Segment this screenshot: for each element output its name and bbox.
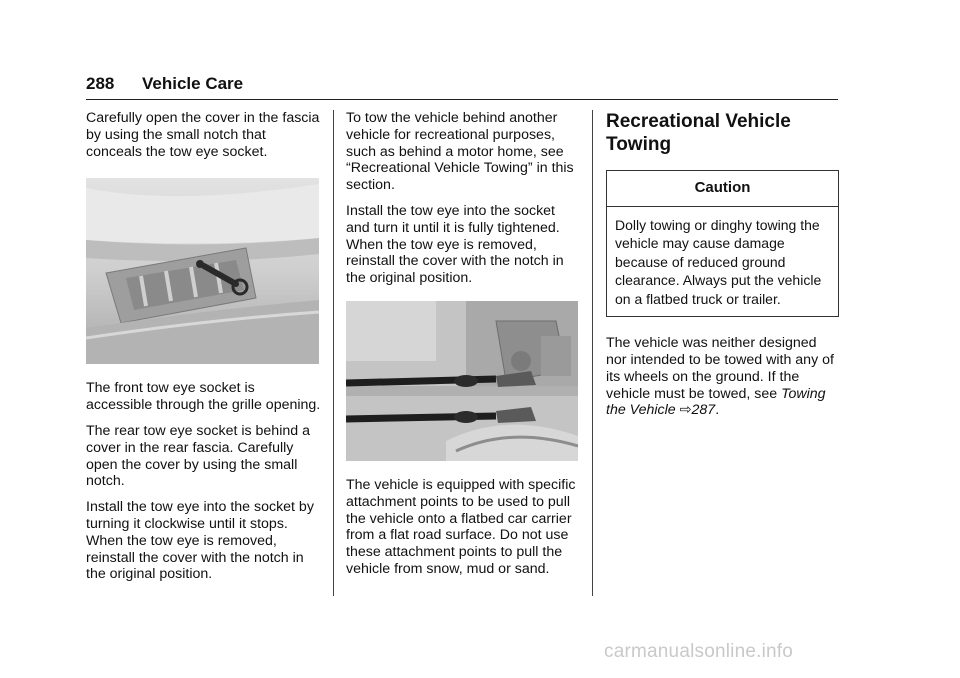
page-ref-icon: ⇨ bbox=[679, 402, 692, 419]
section-heading: Recreational Vehicle Towing bbox=[606, 111, 791, 155]
attachment-points-illustration bbox=[346, 301, 578, 461]
column-3 bbox=[606, 110, 841, 428]
paragraph: The rear tow eye socket is behind a cover in the rear fascia. Carefully open the cover by using the small notch. bbox=[86, 422, 310, 490]
watermark: carmanualsonline.info bbox=[604, 641, 794, 662]
column-divider-2 bbox=[592, 110, 593, 596]
page-header bbox=[86, 72, 838, 98]
paragraph: The vehicle is equipped with specific attachment points to be used to pull the vehicle onto a flatbed car carrier from a flat road surface. Do not use these attachment points to pull the vehicle from snow, mud or sand. bbox=[346, 476, 576, 577]
paragraph-text: The vehicle was neither designed nor intended to be towed with any of its wheels on the ground. If the vehicle must be towed, see bbox=[606, 335, 834, 402]
paragraph: Install the tow eye into the socket by turning it clockwise until it stops. When the tow eye is removed, reinstall the cover with the notch in the original position. bbox=[86, 499, 314, 583]
section-title: Vehicle Care bbox=[142, 74, 244, 93]
sentence-end: . bbox=[715, 402, 720, 419]
paragraph: Install the tow eye into the socket and turn it until it is fully tightened. When the tow eye is removed, reinstall the cover with the notch in the original position. bbox=[346, 202, 564, 287]
caution-title: Caution bbox=[607, 171, 838, 207]
column-2 bbox=[346, 110, 580, 587]
page-reference[interactable]: 287 bbox=[691, 402, 716, 419]
column-1 bbox=[86, 110, 322, 592]
header-rule bbox=[86, 99, 838, 100]
page-number: 288 bbox=[86, 74, 115, 93]
front-tow-eye-illustration bbox=[86, 178, 319, 364]
cross-reference-link[interactable]: Towing the Vehicle bbox=[606, 385, 826, 419]
paragraph: Carefully open the cover in the fascia by using the small notch that conceals the tow eye socket. bbox=[86, 110, 320, 160]
column-divider-1 bbox=[333, 110, 334, 596]
caution-text: Dolly towing or dinghy towing the vehicle may cause damage because of reduced ground clearance. Always put the vehicle on a flatbed truck or trailer. bbox=[615, 216, 822, 307]
caution-box bbox=[606, 170, 839, 317]
paragraph: To tow the vehicle behind another vehicle for recreational purposes, such as behind a motor home, see “Recreational Vehicle Towing” in this section. bbox=[346, 110, 574, 194]
paragraph bbox=[606, 335, 841, 419]
paragraph: The front tow eye socket is accessible through the grille opening. bbox=[86, 380, 321, 414]
